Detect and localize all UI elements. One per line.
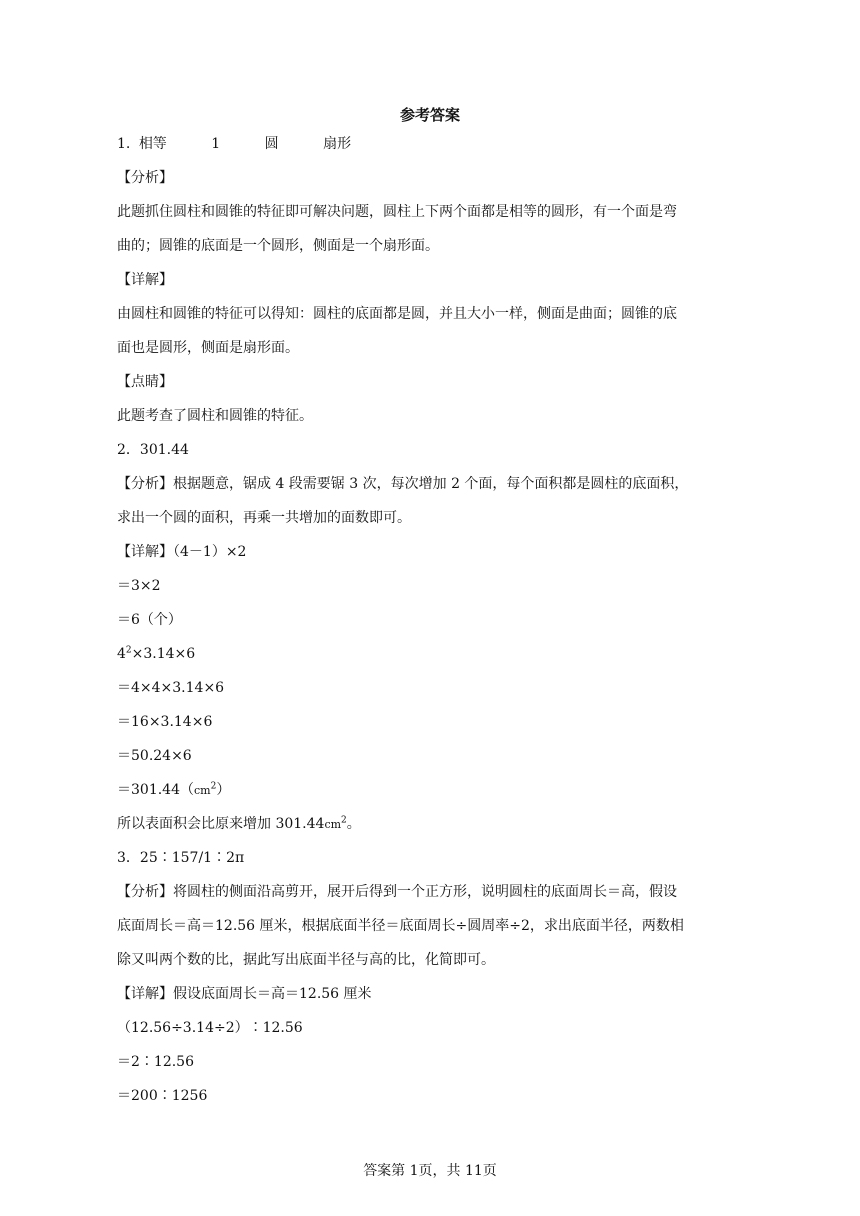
q1-analysis-text-1: 此题抓住圆柱和圆锥的特征即可解决问题，圆柱上下两个面都是相等的圆形，有一个面是弯 — [117, 204, 677, 220]
q2-step-8 — [117, 780, 230, 801]
q2-detail-heading: 【详解】 — [117, 544, 173, 560]
q3-detail-line-1 — [117, 984, 372, 1004]
q1-analysis-text-2: 曲的；圆锥的底面是一个圆形，侧面是一个扇形面。 — [117, 238, 439, 254]
q1-analysis-heading: 【分析】 — [117, 170, 173, 186]
q2-step-4 — [117, 644, 195, 664]
q1-detail-text-1: 由圆柱和圆锥的特征可以得知：圆柱的底面都是圆，并且大小一样，侧面是曲面；圆锥的底 — [117, 306, 677, 322]
q3-step-2: （12.56÷3.14÷2）∶12.56 — [117, 1020, 303, 1036]
q1-detail-text-2: 面也是圆形，侧面是扇形面。 — [117, 340, 299, 356]
q3-analysis-text-3: 除又叫两个数的比，据此写出底面半径与高的比，化简即可。 — [117, 952, 495, 968]
q2-conclusion — [117, 814, 361, 835]
q2-answer: 301.44 — [139, 442, 189, 458]
q2-step-6: ＝16×3.14×6 — [117, 714, 213, 730]
q3-detail-text-1: 假设底面周长＝高＝12.56 厘米 — [173, 986, 372, 1002]
q1-answer-2: 1 — [211, 136, 221, 152]
q2-step-8-unit: cm — [194, 784, 211, 797]
q2-step-4-base: 4 — [117, 646, 126, 662]
q1-answer-line — [117, 134, 351, 154]
q2-answer-line — [117, 440, 189, 460]
q2-conclusion-unit: cm — [324, 818, 342, 831]
q3-analysis-text-1: 将圆柱的侧面沿高剪开，展开后得到一个正方形，说明圆柱的底面周长＝高，假设 — [173, 884, 677, 900]
q3-answer: 25∶157/1∶2π — [139, 850, 245, 866]
q3-analysis-text-2: 底面周长＝高＝12.56 厘米，根据底面半径＝底面周长÷圆周率÷2，求出底面半径，两数相 — [117, 918, 684, 934]
q2-step-8-value: ＝301.44（ — [117, 782, 194, 798]
q3-step-4: ＝200∶1256 — [117, 1088, 208, 1104]
q1-number: 1. — [117, 136, 131, 152]
q1-comment-heading: 【点睛】 — [117, 374, 173, 390]
q2-step-5: ＝4×4×3.14×6 — [117, 680, 225, 696]
q2-step-7: ＝50.24×6 — [117, 748, 192, 764]
q2-step-4-rest: ×3.14×6 — [131, 646, 196, 662]
q2-analysis-heading: 【分析】 — [117, 476, 173, 492]
q1-answer-1: 相等 — [138, 136, 167, 152]
q1-answer-3: 圆 — [264, 136, 279, 152]
page-title: 参考答案 — [399, 106, 460, 124]
q2-step-4-exponent: 2 — [125, 645, 132, 656]
q2-detail-expr-1: （4－1）×2 — [173, 544, 247, 560]
q3-detail-heading: 【详解】 — [117, 986, 173, 1002]
q1-comment-text: 此题考查了圆柱和圆锥的特征。 — [117, 408, 313, 424]
q3-number: 3． — [117, 850, 140, 866]
q2-step-2: ＝3×2 — [117, 578, 161, 594]
q3-analysis-line-1 — [117, 882, 677, 902]
q2-conclusion-text: 所以表面积会比原来增加 301.44 — [117, 816, 325, 832]
q2-number: 2． — [117, 442, 140, 458]
q2-step-8-unit-exp: 2 — [210, 781, 217, 792]
q2-analysis-line-1 — [117, 474, 688, 494]
q3-step-3: ＝2∶12.56 — [117, 1054, 194, 1070]
q1-detail-heading: 【详解】 — [117, 272, 173, 288]
q2-step-3: ＝6（个） — [117, 612, 182, 628]
q2-step-8-close: ） — [216, 782, 231, 798]
q3-answer-line — [117, 848, 244, 868]
q2-analysis-text-2: 求出一个圆的面积，再乘一共增加的面数即可。 — [117, 510, 411, 526]
q2-analysis-text-1: 根据题意，锯成 4 段需要锯 3 次，每次增加 2 个面，每个面积都是圆柱的底面积， — [173, 476, 689, 492]
q2-conclusion-unit-exp: 2 — [341, 815, 347, 826]
page-footer: 答案第 1页，共 11页 — [363, 1163, 497, 1179]
q1-answer-4: 扇形 — [323, 136, 352, 152]
q2-detail-line-1 — [117, 542, 246, 562]
q2-conclusion-end: 。 — [346, 816, 361, 832]
q3-analysis-heading: 【分析】 — [117, 884, 173, 900]
